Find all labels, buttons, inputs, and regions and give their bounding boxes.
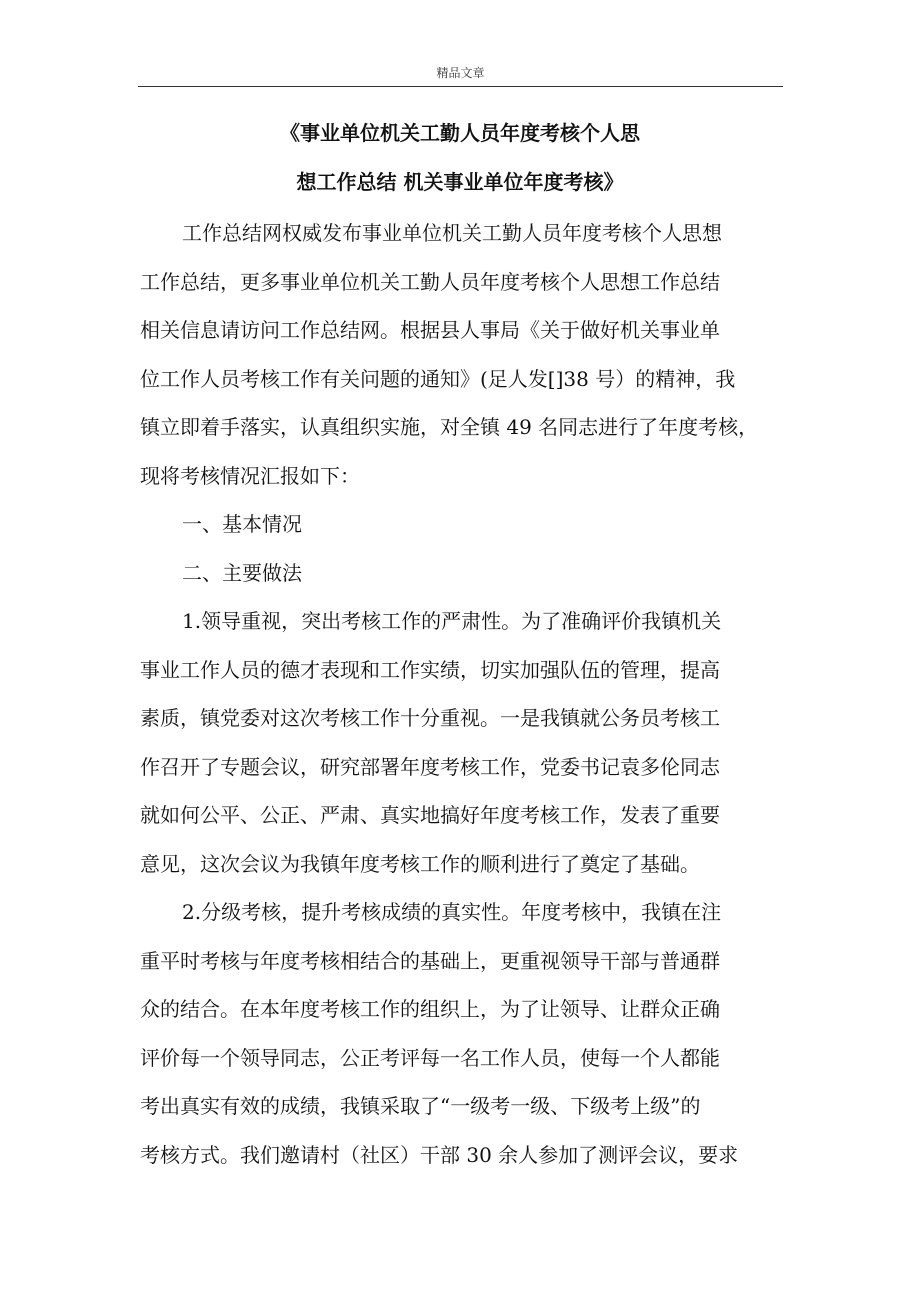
body-line: 工作总结网权威发布事业单位机关工勤人员年度考核个人思想 bbox=[182, 221, 722, 245]
body-line: 1.领导重视，突出考核工作的严肃性。为了准确评价我镇机关 bbox=[182, 609, 722, 633]
document-title bbox=[130, 112, 790, 209]
body-line: 重平时考核与年度考核相结合的基础上，更重视领导干部与普通群 bbox=[140, 948, 720, 973]
body-line: 意见，这次会议为我镇年度考核工作的顺利进行了奠定了基础。 bbox=[140, 851, 700, 876]
body-line: 考核方式。我们邀请村（社区）干部 30 余人参加了测评会议，要求 bbox=[140, 1142, 739, 1167]
body-line: 2.分级考核，提升考核成绩的真实性。年度考核中，我镇在注 bbox=[182, 900, 722, 924]
body-line: 位工作人员考核工作有关问题的通知》(足人发[]38 号）的精神，我 bbox=[140, 366, 736, 391]
page-header bbox=[138, 62, 783, 87]
body-line: 考出真实有效的成绩，我镇采取了“一级考一级、下级考上级”的 bbox=[140, 1094, 701, 1118]
body-line: 评价每一个领导同志，公正考评每一名工作人员，使每一个人都能 bbox=[140, 1045, 720, 1070]
body-line: 就如何公平、公正、严肃、真实地搞好年度考核工作，发表了重要 bbox=[140, 803, 720, 827]
body-line: 相关信息请访问工作总结网。根据县人事局《关于做好机关事业单 bbox=[140, 318, 720, 342]
body-line: 现将考核情况汇报如下： bbox=[140, 463, 360, 488]
body-line: 作召开了专题会议，研究部署年度考核工作，党委书记袁多伦同志 bbox=[140, 754, 720, 779]
section-heading: 二、主要做法 bbox=[182, 560, 302, 585]
body-line: 事业工作人员的德才表现和工作实绩，切实加强队伍的管理，提高 bbox=[140, 657, 720, 682]
document-body bbox=[140, 212, 790, 1182]
body-line: 工作总结，更多事业单位机关工勤人员年度考核个人思想工作总结 bbox=[140, 269, 720, 294]
header-label: 精品文章 bbox=[436, 66, 485, 80]
body-line: 众的结合。在本年度考核工作的组织上，为了让领导、让群众正确 bbox=[140, 997, 720, 1021]
title-line: 《事业单位机关工勤人员年度考核个人思 bbox=[280, 121, 640, 145]
body-line: 镇立即着手落实，认真组织实施，对全镇 49 名同志进行了年度考核， bbox=[140, 415, 759, 439]
section-heading: 一、基本情况 bbox=[182, 512, 302, 536]
title-line: 想工作总结 机关事业单位年度考核》 bbox=[296, 169, 624, 194]
body-line: 素质，镇党委对这次考核工作十分重视。一是我镇就公务员考核工 bbox=[140, 706, 720, 730]
